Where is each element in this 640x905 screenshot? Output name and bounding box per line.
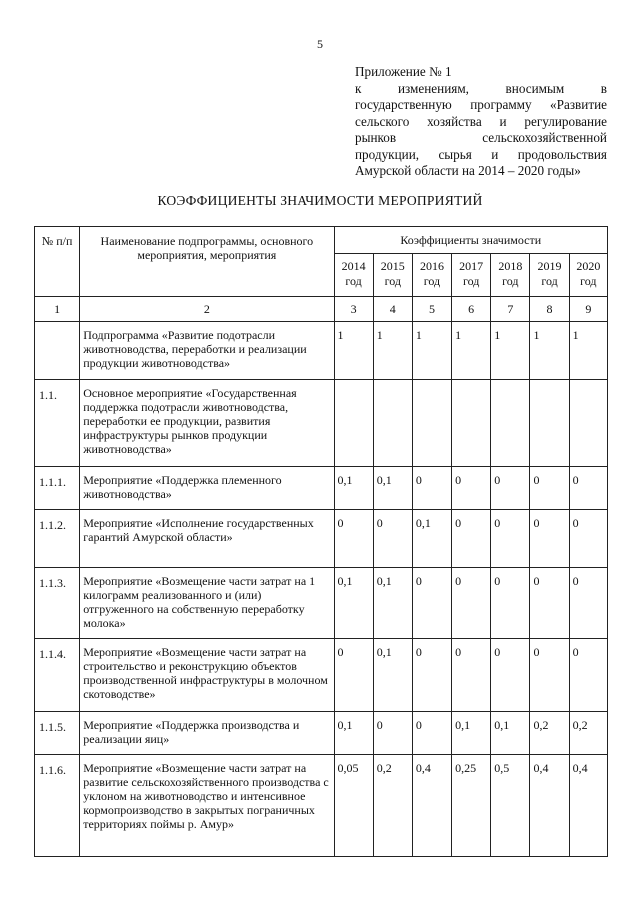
row-value: 0,4 <box>412 755 451 857</box>
row-number: 1.1.1. <box>35 467 80 510</box>
appendix-line: государственную программу «Развитие <box>355 97 607 112</box>
row-value: 0,5 <box>491 755 530 857</box>
row-value: 0 <box>530 467 569 510</box>
row-value: 0,25 <box>452 755 491 857</box>
row-value: 0,2 <box>530 712 569 755</box>
header-year <box>452 254 491 297</box>
year-number: 2014 <box>341 259 366 273</box>
row-value: 0 <box>530 639 569 712</box>
row-name: Подпрограмма «Развитие подотрасли животноводства, переработки и реализации продукции животноводства» <box>80 322 334 380</box>
row-number: 1.1.3. <box>35 568 80 639</box>
row-value <box>452 380 491 467</box>
row-number: 1.1. <box>35 380 80 467</box>
table-row <box>35 510 608 568</box>
row-value: 0 <box>373 712 412 755</box>
header-year <box>569 254 607 297</box>
year-number: 2015 <box>380 259 405 273</box>
table-row <box>35 467 608 510</box>
row-value: 0,1 <box>334 712 373 755</box>
row-value: 0,4 <box>530 755 569 857</box>
row-name: Мероприятие «Поддержка производства и реализации яиц» <box>80 712 334 755</box>
year-label: год <box>462 274 480 288</box>
row-value: 0,2 <box>373 755 412 857</box>
row-value: 0,1 <box>373 639 412 712</box>
document-title: КОЭФФИЦИЕНТЫ ЗНАЧИМОСТИ МЕРОПРИЯТИЙ <box>157 193 483 208</box>
row-value: 1 <box>452 322 491 380</box>
table-row <box>35 568 608 639</box>
row-value: 0 <box>452 510 491 568</box>
row-value: 0 <box>491 510 530 568</box>
year-label: год <box>423 274 441 288</box>
table-row <box>35 380 608 467</box>
row-value: 0,1 <box>334 467 373 510</box>
row-value: 0 <box>334 510 373 568</box>
row-number: 1.1.4. <box>35 639 80 712</box>
row-value: 0 <box>334 639 373 712</box>
row-value: 0 <box>452 639 491 712</box>
table-row <box>35 712 608 755</box>
row-value: 0,1 <box>452 712 491 755</box>
row-name: Мероприятие «Возмещение части затрат на строительство и реконструкцию объектов производственной инфраструктуры в молочном скотоводстве» <box>80 639 334 712</box>
year-number: 2017 <box>459 259 484 273</box>
year-label: год <box>384 274 401 288</box>
row-value: 0 <box>412 568 451 639</box>
year-label: год <box>345 274 362 288</box>
row-number: 1.1.2. <box>35 510 80 568</box>
row-value: 1 <box>569 322 607 380</box>
column-number: 5 <box>412 297 451 322</box>
row-value: 0,05 <box>334 755 373 857</box>
row-value: 0 <box>452 568 491 639</box>
row-value: 0 <box>491 467 530 510</box>
table-row <box>35 639 608 712</box>
row-value: 0 <box>530 568 569 639</box>
row-value: 0 <box>412 467 451 510</box>
column-number: 3 <box>334 297 373 322</box>
row-value: 1 <box>530 322 569 380</box>
column-number: 9 <box>569 297 607 322</box>
header-year <box>334 254 373 297</box>
year-number: 2020 <box>576 259 601 273</box>
table-row <box>35 755 608 857</box>
appendix-line: продукции, сырья и продовольствия <box>355 146 607 162</box>
row-value: 0,1 <box>373 568 412 639</box>
row-value <box>412 380 451 467</box>
column-number: 6 <box>452 297 491 322</box>
row-value <box>373 380 412 467</box>
row-value: 0 <box>452 467 491 510</box>
row-value: 0,2 <box>569 712 607 755</box>
header-year <box>412 254 451 297</box>
row-value: 0,1 <box>334 568 373 639</box>
row-value: 0 <box>412 639 451 712</box>
row-name: Основное мероприятие «Государственная поддержка подотрасли животноводства, переработки ее продукции, развития инфраструктуры рынков продукции животноводства» <box>80 380 334 467</box>
year-label: год <box>502 274 519 288</box>
row-value: 0,4 <box>569 755 607 857</box>
row-number: 1.1.5. <box>35 712 80 755</box>
header-row <box>35 227 608 254</box>
row-value: 1 <box>412 322 451 380</box>
header-coefficients: Коэффициенты значимости <box>334 227 607 254</box>
appendix-line: сельского хозяйства и регулирование <box>355 113 607 129</box>
year-label: год <box>580 274 597 288</box>
row-value: 0 <box>569 639 607 712</box>
row-number <box>35 322 80 380</box>
column-number: 2 <box>80 297 334 322</box>
row-value: 0 <box>491 568 530 639</box>
column-number-row <box>35 297 608 322</box>
row-value <box>530 380 569 467</box>
header-year <box>530 254 569 297</box>
appendix-line: рынков сельскохозяйственной <box>355 130 607 145</box>
column-number: 1 <box>35 297 80 322</box>
row-value: 0 <box>373 510 412 568</box>
column-number: 7 <box>491 297 530 322</box>
row-value <box>334 380 373 467</box>
appendix-block <box>355 64 607 180</box>
appendix-title: Приложение № 1 <box>355 64 452 79</box>
row-value: 0 <box>569 510 607 568</box>
row-name: Мероприятие «Возмещение части затрат на 1 килограмм реализованного и (или) отгруженного на собственную переработку молока» <box>80 568 334 639</box>
year-number: 2019 <box>537 259 562 273</box>
row-name: Мероприятие «Возмещение части затрат на развитие сельскохозяйственного производства с уклоном на животноводство и интенсивное кормопроизводство в закрытых пограничных территориях поймы р. Амур» <box>80 755 334 857</box>
row-value: 0,1 <box>491 712 530 755</box>
row-value: 0,1 <box>373 467 412 510</box>
year-number: 2018 <box>498 259 523 273</box>
row-value: 0 <box>412 712 451 755</box>
table-row <box>35 322 608 380</box>
row-name: Мероприятие «Поддержка племенного животноводства» <box>80 467 334 510</box>
appendix-line: к изменениям, вносимым в <box>355 80 607 96</box>
coefficients-table <box>34 226 608 857</box>
row-value: 1 <box>491 322 530 380</box>
page-number: 5 <box>317 37 323 51</box>
year-label: год <box>541 274 558 288</box>
row-value: 0 <box>491 639 530 712</box>
year-number: 2016 <box>419 259 444 273</box>
appendix-line: Амурской области на 2014 – 2020 годы» <box>355 163 581 178</box>
row-number: 1.1.6. <box>35 755 80 857</box>
column-number: 8 <box>530 297 569 322</box>
row-value: 0 <box>530 510 569 568</box>
column-number: 4 <box>373 297 412 322</box>
header-year <box>491 254 530 297</box>
row-value: 1 <box>334 322 373 380</box>
row-value <box>569 380 607 467</box>
row-value: 0,1 <box>412 510 451 568</box>
row-value: 0 <box>569 467 607 510</box>
row-value: 0 <box>569 568 607 639</box>
header-num: № п/п <box>35 227 80 297</box>
row-value <box>491 380 530 467</box>
header-year <box>373 254 412 297</box>
header-name: Наименование подпрограммы, основного мероприятия, мероприятия <box>80 227 334 297</box>
row-value: 1 <box>373 322 412 380</box>
row-name: Мероприятие «Исполнение государственных гарантий Амурской области» <box>80 510 334 568</box>
